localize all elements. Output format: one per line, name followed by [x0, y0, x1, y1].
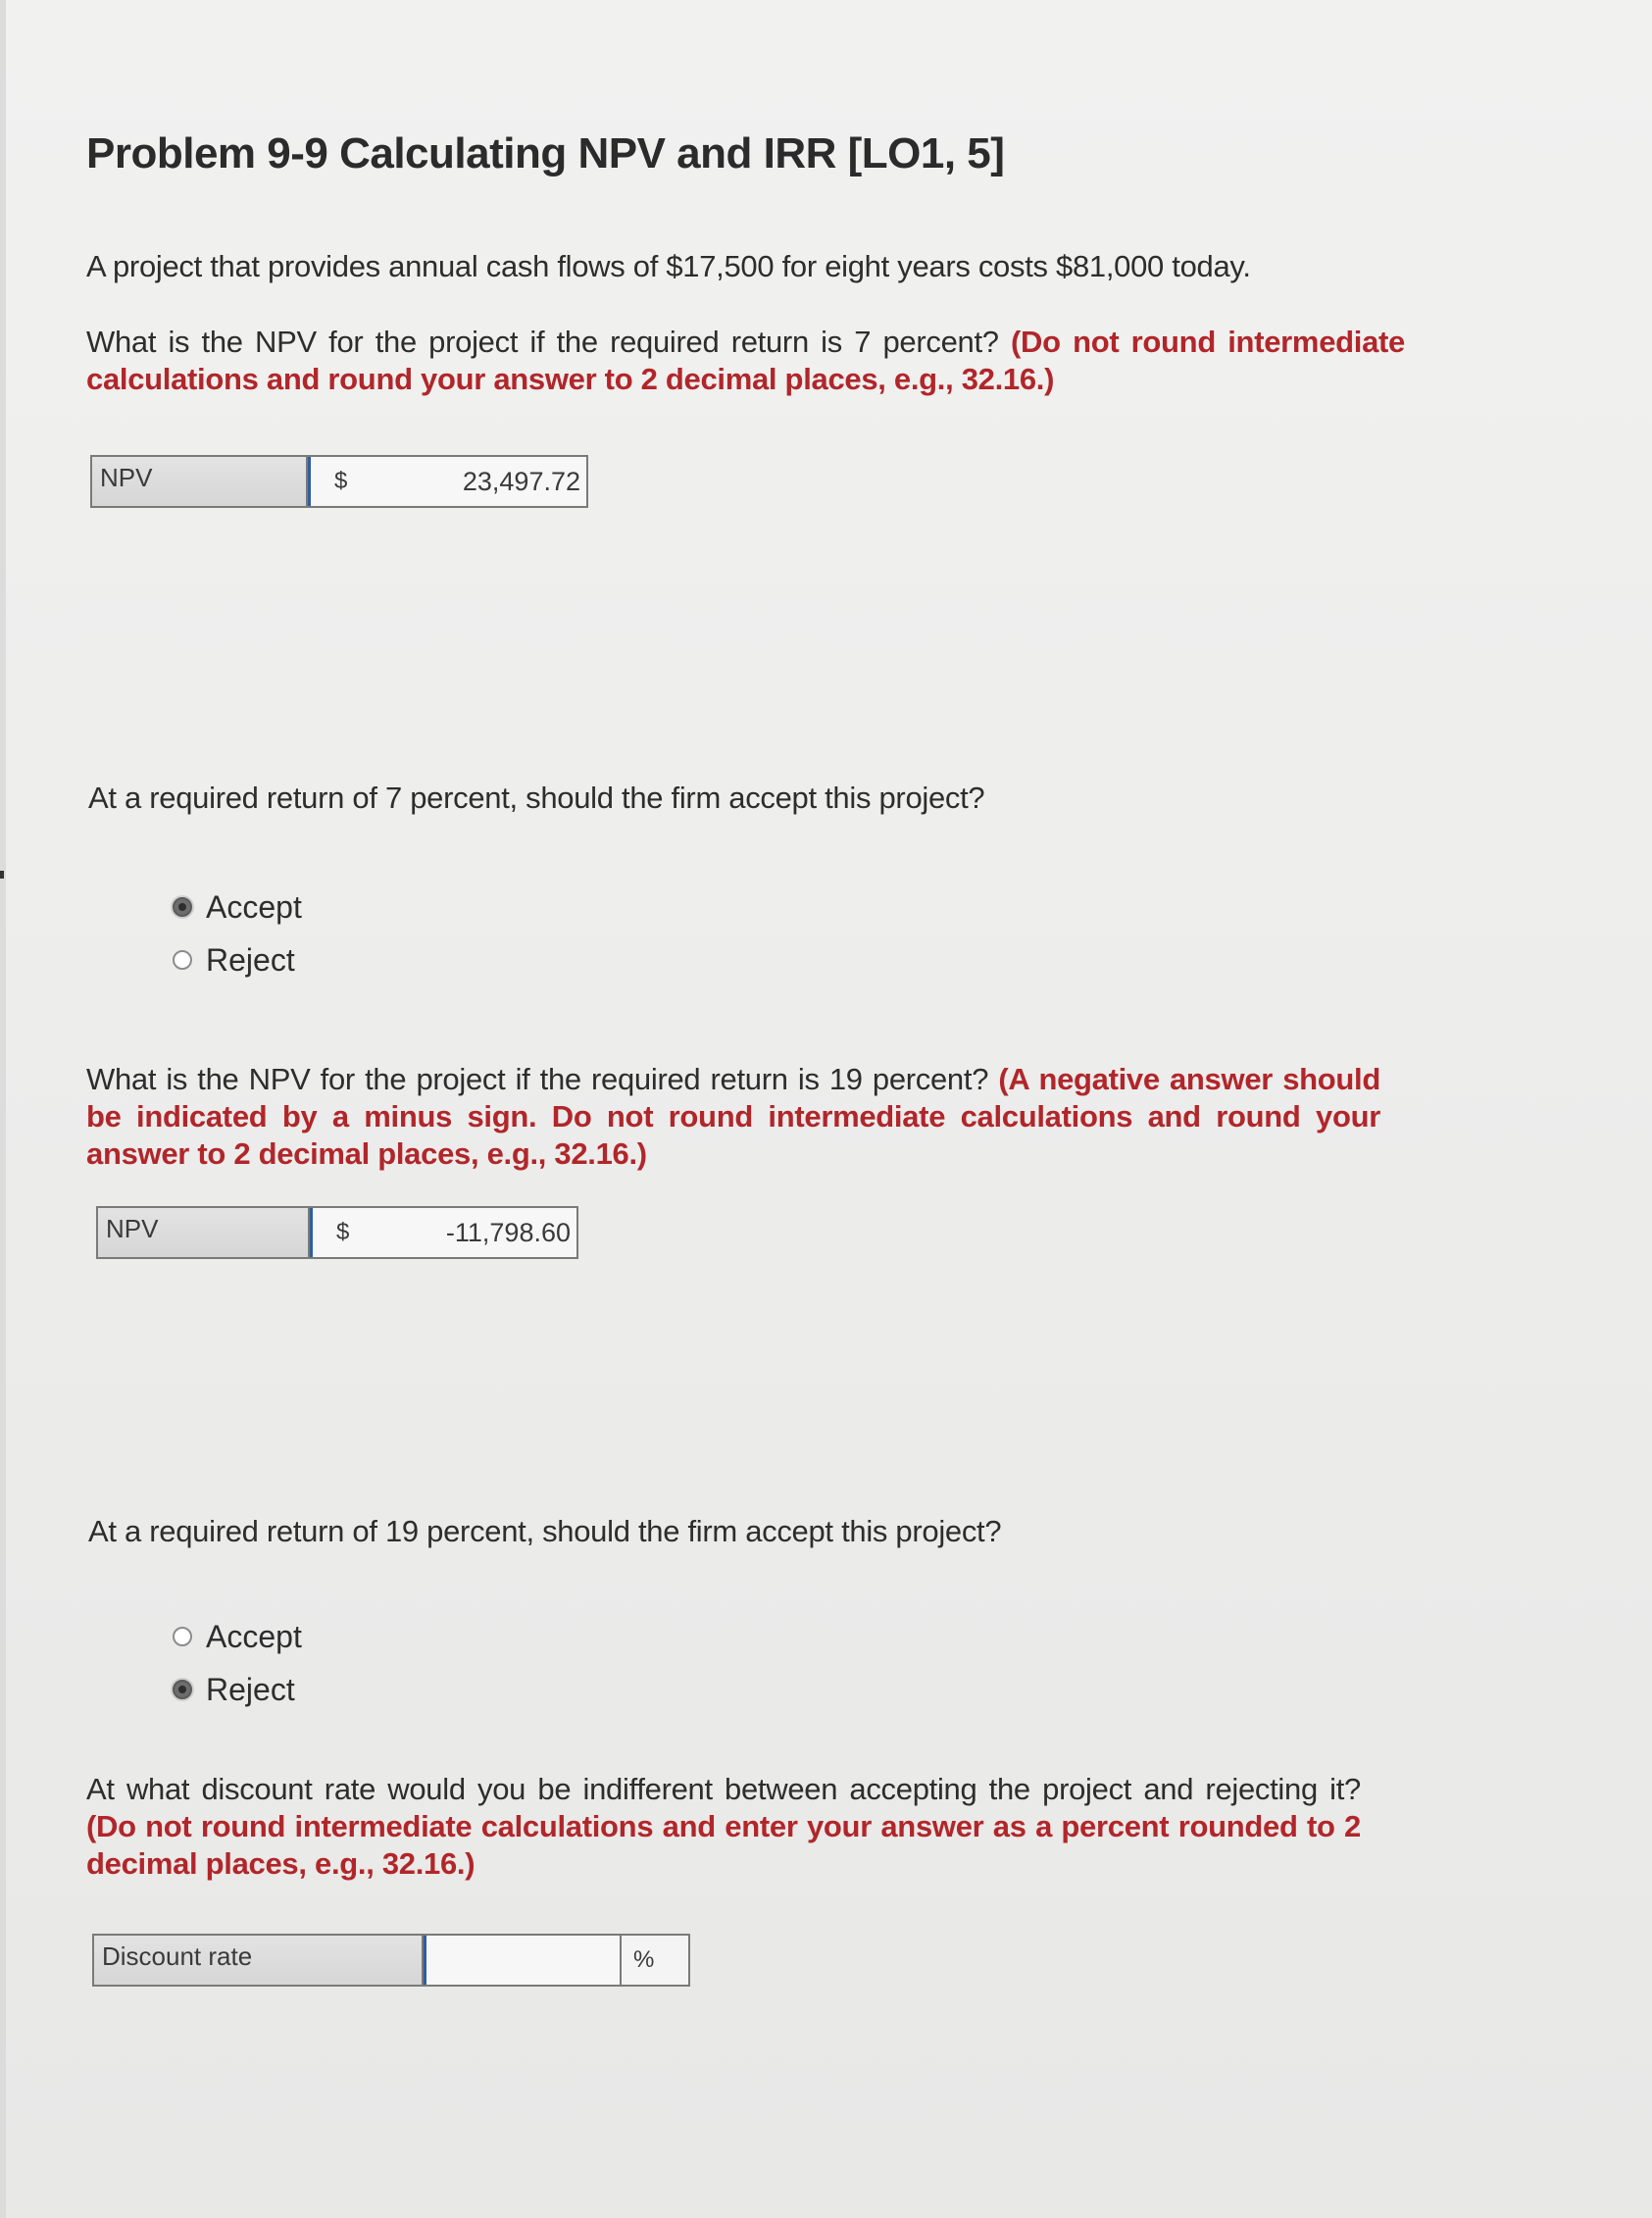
- decision-7-option-reject[interactable]: [173, 933, 302, 986]
- npv-19-value: -11,798.60: [445, 1217, 571, 1247]
- npv-7-answer-row: [90, 455, 588, 508]
- decision-19-accept-label: Accept: [206, 1618, 302, 1654]
- question-npv-19-text: What is the NPV for the project if the required return is 19 percent?: [86, 1062, 989, 1096]
- question-irr-text: At what discount rate would you be indifferent between accepting the project and rejecting it?: [86, 1772, 1361, 1806]
- decision-19-question: At a required return of 19 percent, should the firm accept this project?: [88, 1514, 1002, 1548]
- decision-7-option-accept[interactable]: [173, 881, 302, 933]
- npv-19-currency-symbol: $: [336, 1219, 350, 1245]
- npv-19-label: NPV: [98, 1208, 310, 1257]
- decision-7-accept-radio[interactable]: [173, 897, 192, 917]
- decision-7-reject-radio[interactable]: [173, 950, 192, 970]
- decision-19-reject-label: Reject: [206, 1671, 295, 1707]
- decision-19-option-accept[interactable]: [173, 1610, 302, 1663]
- npv-19-input[interactable]: [310, 1208, 576, 1257]
- npv-7-label: NPV: [92, 457, 308, 506]
- question-irr-note: (Do not round intermediate calculations and enter your answer as a percent rounded to 2 decimal places, e.g., 32.16.): [86, 1809, 1361, 1881]
- question-npv-19-note: (A negative answer should be indicated by a minus sign. Do not round intermediate calculations and round your answer to 2 decimal places, e.g., 32.16.): [86, 1062, 1380, 1171]
- decision-7-radio-group: [173, 881, 302, 986]
- discount-rate-label: Discount rate: [94, 1936, 424, 1985]
- question-npv-7-text: What is the NPV for the project if the required return is 7 percent?: [86, 325, 999, 359]
- npv-19-answer-row: [96, 1206, 578, 1259]
- decision-19-reject-radio[interactable]: [173, 1680, 192, 1699]
- problem-title: Problem 9-9 Calculating NPV and IRR [LO1, 5]: [86, 129, 1005, 177]
- discount-rate-answer-row: [92, 1934, 690, 1987]
- npv-7-currency-symbol: $: [334, 468, 348, 494]
- discount-rate-input[interactable]: [424, 1936, 620, 1985]
- question-npv-7-note: (Do not round intermediate calculations and round your answer to 2 decimal places, e.g., 32.16.): [86, 325, 1405, 396]
- decision-19-option-reject[interactable]: [173, 1663, 302, 1716]
- decision-19-radio-group: [173, 1610, 302, 1716]
- npv-7-input[interactable]: [308, 457, 586, 506]
- decision-7-question: At a required return of 7 percent, should the firm accept this project?: [88, 781, 985, 815]
- question-irr: [86, 1771, 1361, 1883]
- problem-intro: A project that provides annual cash flows of $17,500 for eight years costs $81,000 today.: [86, 249, 1251, 283]
- discount-rate-unit: %: [620, 1936, 688, 1985]
- question-npv-7: [86, 324, 1405, 398]
- left-edge: [0, 0, 6, 2218]
- decision-7-accept-label: Accept: [206, 888, 302, 925]
- question-npv-19: [86, 1061, 1380, 1173]
- npv-7-value: 23,497.72: [462, 466, 580, 496]
- decision-7-reject-label: Reject: [206, 941, 295, 978]
- decision-19-accept-radio[interactable]: [173, 1627, 192, 1646]
- left-edge-marker: [0, 871, 4, 879]
